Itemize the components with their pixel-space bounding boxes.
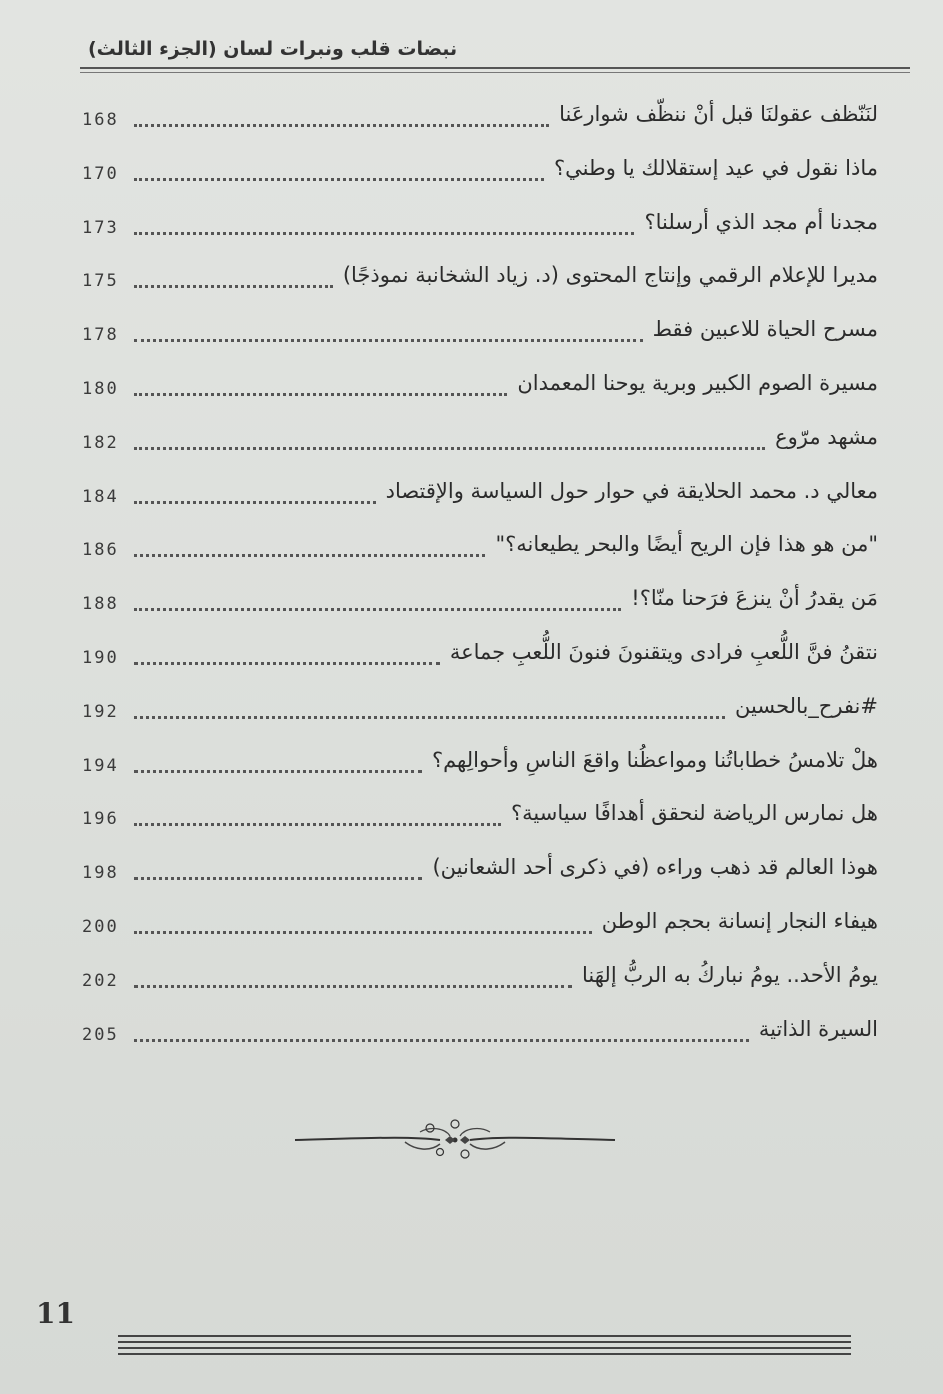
toc-entry-title: لنَنّظف عقولنَا قبل أنْ ننظّف شوارعَنا — [559, 102, 878, 126]
toc-entry-title: مجدنا أم مجد الذي أرسلنا؟ — [644, 209, 878, 234]
dot-leader — [134, 875, 422, 880]
toc-entry-page: 202 — [82, 970, 119, 991]
footer-rule — [118, 1335, 851, 1337]
toc-entry-page: 190 — [82, 647, 119, 668]
toc-entry-page: 178 — [82, 325, 119, 346]
toc-entry — [78, 150, 878, 204]
dot-leader — [134, 337, 643, 342]
toc-entry-page: 186 — [82, 540, 119, 561]
toc-entry-title: هل نمارس الرياضة لنحقق أهدافًا سياسية؟ — [511, 801, 878, 826]
toc-entry-page: 173 — [82, 217, 119, 238]
toc-entry — [78, 795, 878, 849]
toc-entry-title: نتقنُ فنَّ اللُّعبِ فرادى ويتقنونَ فنونَ اللُّعبِ جماعة — [449, 639, 878, 664]
toc-entry — [78, 903, 878, 957]
toc-entry-title: معالي د. محمد الحلايقة في حوار حول السياسة والإقتصاد — [385, 478, 878, 503]
toc-entry-title: #نفرح_بالحسين — [735, 693, 878, 718]
toc-entry — [78, 419, 878, 473]
toc-entry — [78, 204, 878, 258]
footer-rule — [118, 1353, 851, 1355]
footer-rule — [118, 1341, 851, 1343]
toc-entry-title: "من هو هذا فإن الريح أيضًا والبحر يطيعانه؟" — [495, 532, 878, 557]
toc-entry-title: هوذا العالم قد ذهب وراءه (في ذكرى أحد الشعانين) — [432, 855, 878, 880]
dot-leader — [134, 445, 765, 450]
toc-entry-page: 170 — [82, 163, 119, 184]
toc-entry-page: 196 — [82, 809, 119, 830]
toc-entry-title: مسيرة الصوم الكبير وبرية يوحنا المعمدان — [517, 370, 878, 395]
dot-leader — [134, 1037, 749, 1042]
toc-entry-page: 198 — [82, 863, 119, 884]
toc-entry-title: مَن يقدرُ أنْ ينزعَ فرَحنا منّا؟! — [631, 586, 878, 611]
toc-entry — [78, 365, 878, 419]
toc-entry-page: 205 — [82, 1024, 119, 1045]
dot-leader — [134, 499, 376, 504]
dot-leader — [134, 768, 422, 773]
toc-entry — [78, 742, 878, 796]
toc-entry — [78, 473, 878, 527]
dot-leader — [134, 983, 572, 988]
toc-entry — [78, 634, 878, 688]
dot-leader — [134, 552, 485, 557]
header-rule — [80, 67, 910, 69]
toc-entry-page: 200 — [82, 916, 119, 937]
dot-leader — [134, 122, 549, 127]
dot-leader — [134, 606, 621, 611]
toc-entry-page: 192 — [82, 701, 119, 722]
toc-entry-title: السيرة الذاتية — [758, 1016, 878, 1041]
dot-leader — [134, 929, 592, 934]
running-header-title: نبضات قلب ونبرات لسان (الجزء الثالث) — [88, 38, 458, 60]
dot-leader — [134, 660, 440, 665]
toc-entry — [78, 526, 878, 580]
toc-entry — [78, 96, 878, 150]
dot-leader — [134, 821, 501, 826]
toc-entry-title: مديرا للإعلام الرقمي وإنتاج المحتوى (د. زياد الشخانبة نموذجًا) — [342, 263, 878, 288]
toc-entry — [78, 580, 878, 634]
toc-entry-title: ماذا نقول في عيد إستقلالك يا وطني؟ — [554, 155, 878, 180]
toc-entry — [78, 849, 878, 903]
table-of-contents — [78, 96, 878, 1064]
dot-leader — [134, 391, 507, 396]
toc-entry-title: هلْ تلامسُ خطاباتُنا ومواعظُنا واقعَ الناسِ وأحوالِهم؟ — [431, 747, 878, 772]
toc-entry-title: مسرح الحياة للاعبين فقط — [652, 317, 878, 342]
toc-entry — [78, 688, 878, 742]
footer-rule — [118, 1347, 851, 1349]
dot-leader — [134, 176, 544, 181]
header-rule-secondary — [80, 72, 910, 73]
toc-entry-page: 180 — [82, 378, 119, 399]
toc-entry-page: 188 — [82, 594, 119, 615]
toc-entry-title: يومُ الأحد.. يومُ نباركُ به الربُّ إلهَنا — [582, 962, 878, 987]
floral-ornament-divider — [290, 1118, 620, 1168]
toc-entry — [78, 257, 878, 311]
page-number: 11 — [36, 1297, 75, 1330]
toc-entry-page: 182 — [82, 432, 119, 453]
toc-entry — [78, 957, 878, 1011]
toc-entry — [78, 1011, 878, 1065]
dot-leader — [134, 283, 333, 288]
toc-entry-page: 168 — [82, 110, 119, 130]
toc-entry-title: مشهد مرّوع — [775, 424, 878, 449]
toc-entry-page: 194 — [82, 755, 119, 776]
toc-entry-title: هيفاء النجار إنسانة بحجم الوطن — [601, 908, 878, 933]
dot-leader — [134, 714, 725, 719]
toc-entry-page: 184 — [82, 486, 119, 507]
dot-leader — [134, 230, 634, 235]
toc-entry-page: 175 — [82, 271, 119, 292]
toc-entry — [78, 311, 878, 365]
